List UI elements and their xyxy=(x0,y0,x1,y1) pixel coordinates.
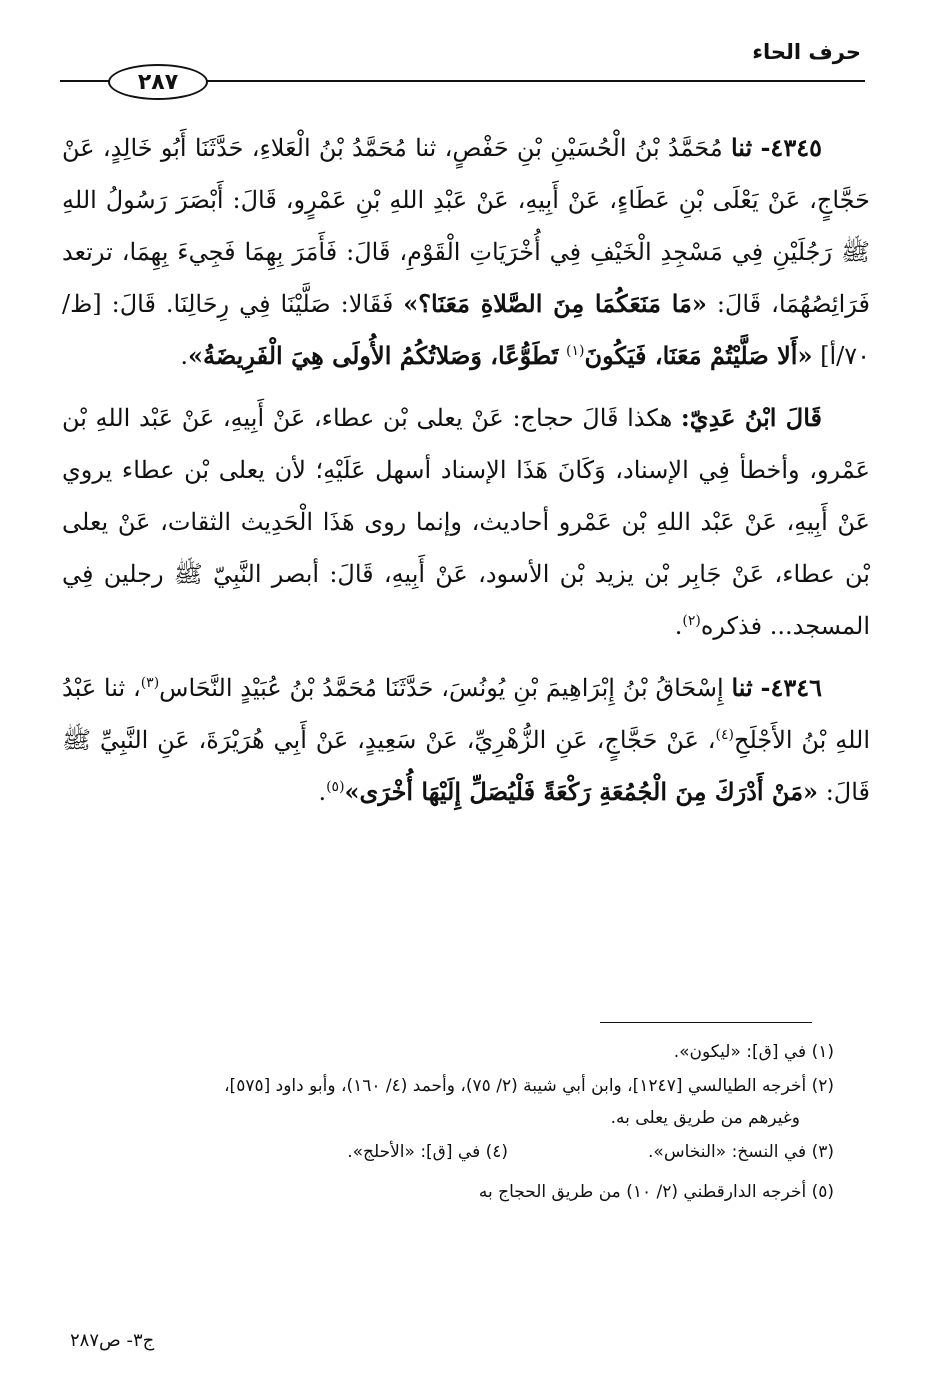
footnote-ref: (٤) xyxy=(715,727,734,743)
footnote-4: (٤) في [ق]: «الأحلج». xyxy=(347,1142,509,1162)
hadith-number: ٤٣٤٦- xyxy=(760,673,822,702)
footnote-1: (١) في [ق]: «ليكون». xyxy=(673,1042,834,1062)
footnote-ref: (٢) xyxy=(682,613,701,629)
ibn-adi-comment xyxy=(62,392,870,652)
narration-lead: ثنا xyxy=(731,673,753,702)
prophetic-quote: «مَنْ أَدْرَكَ مِنَ الْجُمُعَةِ رَكْعَةً فَلْيُصَلِّ إِلَيْهَا أُخْرَى» xyxy=(344,777,819,806)
period: . xyxy=(180,342,188,370)
footnote-5: (٥) أخرجه الدارقطني (٢/ ١٠) من طريق الحجاج به xyxy=(478,1182,834,1202)
narration-lead: ثنا xyxy=(730,133,753,162)
footnote-2-continuation: وغيرهم من طريق يعلى به. xyxy=(610,1108,800,1128)
footnote-ref: (٣) xyxy=(140,675,160,691)
hadith-4346 xyxy=(62,662,870,818)
running-head: حرف الحاء xyxy=(752,40,861,64)
period: . xyxy=(674,612,683,640)
isnad-text: إِسْحَاقُ بْنُ إِبْرَاهِيمَ بْنِ يُونُسَ، حَدَّثَنَا مُحَمَّدُ بْنُ عُبَيْدٍ النَّحَاس xyxy=(159,674,724,702)
period: . xyxy=(318,778,327,806)
footnotes xyxy=(64,1036,834,1210)
footnote-3: (٣) في النسخ: «النخاس». xyxy=(648,1142,834,1162)
footnote-ref: (١) xyxy=(566,343,585,359)
comment-text: هكذا قَالَ حجاج: عَنْ يعلى بْن عطاء، عَنْ أَبِيهِ، عَنْ عَبْد اللهِ بْن عَمْرو، وأخطأ فِي الإسناد، وَكَانَ هَذَا الإسناد أسهل عَلَيْهِ؛ لأن يعلى بْن عطاء يروي عَنْ أَبِيهِ، عَنْ عَبْد اللهِ بْن عَمْرو أحاديث، وإنما روى هَذَا الْحَدِيث الثقات، عَنْ يعلى بْن عطاء، عَنْ جَابِر بْن يزيد بْن الأسود، عَنْ أَبِيهِ، قَالَ: أبصر النَّبِيّ ﷺ رجلين فِي المسجد... فذكره xyxy=(62,404,870,640)
prophetic-quote: تَطَوُّعًا، وَصَلاتُكُمُ الأُولَى هِيَ الْفَرِيضَةُ» xyxy=(188,341,559,370)
footnote-ref: (٥) xyxy=(326,779,345,795)
hadith-4345 xyxy=(62,122,870,382)
isnad-text: ، ثنا عَبْدُ اللهِ بْنُ الأَجْلَحِ xyxy=(62,674,870,754)
footnote-2 xyxy=(64,1070,834,1134)
footnote-row xyxy=(64,1136,834,1168)
footnote-2-text: (٢) أخرجه الطيالسي [١٢٤٧]، وابن أبي شيبة (٢/ ٧٥)، وأحمد (٤/ ١٦٠)، وأبو داود [٥٧٥]، xyxy=(224,1076,834,1096)
volume-page-signature: ج٣- ص٢٨٧ xyxy=(70,1330,155,1351)
prophetic-quote: «مَا مَنَعَكُمَا مِنَ الصَّلاةِ مَعَنَا؟» xyxy=(403,289,707,318)
hadith-number: ٤٣٤٥- xyxy=(760,133,822,162)
footnote-rule xyxy=(600,1022,812,1023)
page-number: ٢٨٧ xyxy=(108,64,208,100)
isnad-text: ، عَنْ حَجَّاجٍ، عَنِ الزُّهْرِيِّ، عَنْ سَعِيدٍ، عَنْ أَبِي هُرَيْرَةَ، عَنِ النَّبِيِّ ﷺ قَالَ: xyxy=(62,726,870,806)
isnad-text: مُحَمَّدُ بْنُ الْحُسَيْنِ بْنِ حَفْصٍ، ثنا مُحَمَّدُ بْنُ الْعَلاءِ، حَدَّثَنَا أَبُو خَالِدٍ، عَنْ حَجَّاجٍ، عَنْ يَعْلَى بْنِ عَطَاءٍ، عَنْ أَبِيهِ، عَنْ عَبْدِ اللهِ بْنِ عَمْرٍو، قَالَ: أَبْصَرَ رَسُولُ اللهِ ﷺ رَجُلَيْنِ فِي مَسْجِدِ الْخَيْفِ فِي أُخْرَيَاتِ الْقَوْمِ، قَالَ: فَأَمَرَ بِهِمَا فَجِيءَ بِهِمَا، ترتعد فَرَائِصُهُمَا، قَالَ: xyxy=(62,134,870,318)
comment-lead: قَالَ ابْنُ عَدِيّ: xyxy=(680,403,822,432)
main-text xyxy=(62,122,870,818)
prophetic-quote: «أَلا صَلَّيْتُمْ مَعَنَا، فَيَكُونَ xyxy=(584,341,813,370)
narration-text: فَقَالا: صَلَّيْنَا فِي رِحَالِنَا. قَالَ: [ظ/٧٠/أ] xyxy=(62,290,870,370)
